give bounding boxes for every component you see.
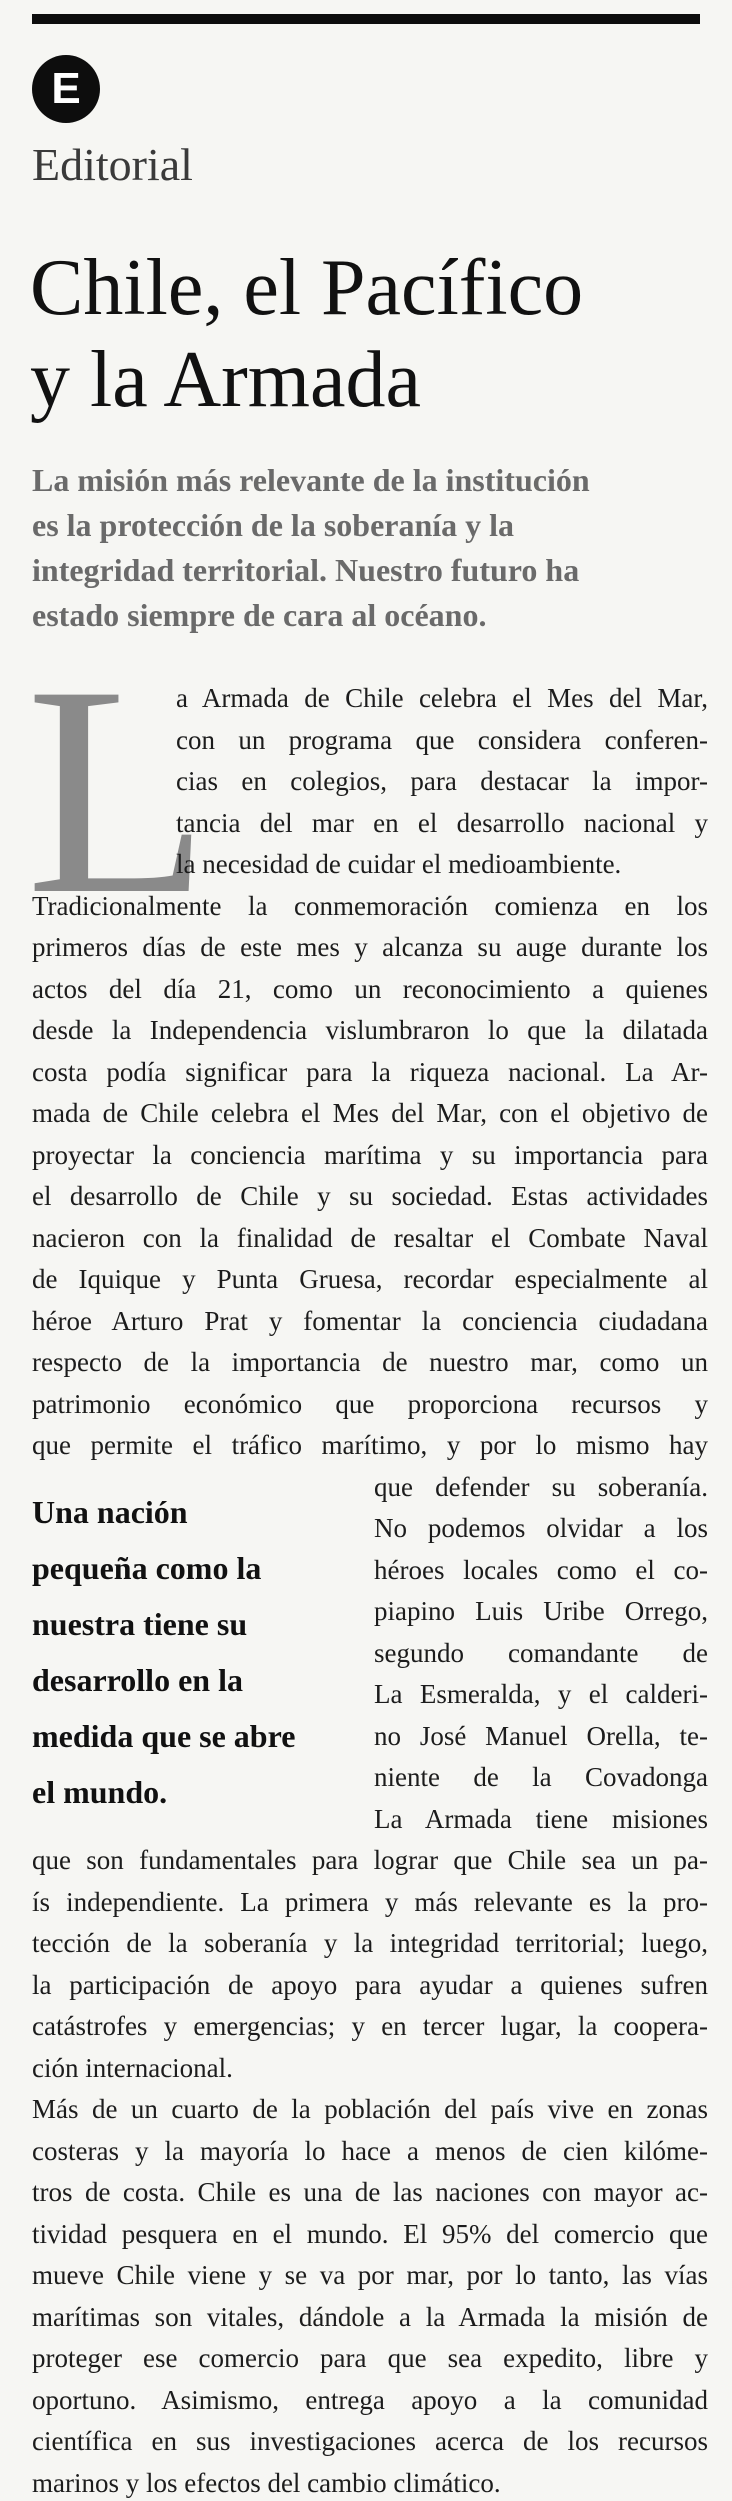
- body-line: mueve Chile viene y se va por mar, por lo tanto, las vías: [32, 2260, 708, 2290]
- body-line: catástrofes y emergencias; y en tercer lugar, la coopera-: [32, 2011, 708, 2041]
- drop-cap: L: [26, 624, 210, 956]
- body-line: proyectar la conciencia marítima y su importancia para: [32, 1139, 708, 1170]
- title-line: y la Armada: [30, 336, 421, 424]
- body-line: piapino Luis Uribe Orrego,: [374, 1596, 708, 1626]
- pull-quote-line: pequeña como la: [32, 1550, 262, 1586]
- pull-quote-line: Una nación: [32, 1494, 188, 1530]
- section-label: Editorial: [32, 139, 193, 190]
- badge-letter: E: [51, 64, 81, 113]
- body-line: que permite el tráfico marítimo, y por lo mismo hay: [32, 1430, 708, 1460]
- body-line: proteger ese comercio para que sea expedito, libre y: [32, 2343, 708, 2373]
- body-line: patrimonio económico que proporciona recursos y: [32, 1388, 708, 1419]
- body-line: ción internacional.: [32, 2052, 233, 2083]
- body-line: No podemos olvidar a los: [374, 1513, 708, 1543]
- body-line: que son fundamentales para lograr que Chile sea un pa-: [32, 1845, 708, 1875]
- section-badge: [32, 55, 100, 123]
- body-line: científica en sus investigaciones acerca de los recursos: [32, 2426, 708, 2456]
- body-line: tección de la soberanía y la integridad territorial; luego,: [32, 1928, 708, 1958]
- body-line: que defender su soberanía.: [374, 1471, 708, 1502]
- body-line: actos del día 21, como un reconocimiento a quienes: [32, 973, 708, 1004]
- body-line: oportuno. Asimismo, entrega apoyo a la comunidad: [32, 2384, 708, 2415]
- pull-quote: [32, 1484, 362, 1820]
- top-rule: [32, 14, 700, 24]
- body-line: ís independiente. La primera y más relevante es la pro-: [32, 1886, 708, 1917]
- body-line: Tradicionalmente la conmemoración comienza en los: [32, 890, 708, 921]
- body-line: la necesidad de cuidar el medioambiente.: [176, 849, 622, 879]
- body-line: héroes locales como el co-: [374, 1554, 708, 1585]
- body-line: La Esmeralda, y el calderi-: [374, 1679, 708, 1709]
- body-line: mada de Chile celebra el Mes del Mar, con el objetivo de: [32, 1098, 708, 1128]
- pull-quote-line: nuestra tiene su: [32, 1606, 248, 1642]
- deck-line: es la protección de la soberanía y la: [32, 507, 515, 543]
- body-line: tros de costa. Chile es una de las naciones con mayor ac-: [32, 2177, 708, 2207]
- title-line: Chile, el Pacífico: [30, 244, 584, 332]
- pull-quote-line: desarrollo en la: [32, 1662, 243, 1698]
- body-line: respecto de la importancia de nuestro mar, como un: [32, 1347, 708, 1377]
- deck-line: integridad territorial. Nuestro futuro ha: [32, 552, 580, 588]
- body-line: marítimas son vitales, dándole a la Armada la misión de: [32, 2301, 708, 2332]
- body-line: héroe Arturo Prat y fomentar la conciencia ciudadana: [32, 1305, 708, 1336]
- body-line: de Iquique y Punta Gruesa, recordar especialmente al: [32, 1264, 708, 1294]
- deck-line: estado siempre de cara al océano.: [32, 597, 487, 633]
- body-line: segundo comandante de: [374, 1637, 708, 1668]
- article-title: [30, 242, 710, 426]
- body-line: la participación de apoyo para ayudar a quienes sufren: [32, 1969, 708, 2000]
- body-line: cias en colegios, para destacar la impor-: [176, 766, 708, 796]
- body-line: costa podía significar para la riqueza nacional. La Ar-: [32, 1056, 708, 1087]
- body-line: con un programa que considera conferen-: [176, 724, 708, 755]
- body-line: desde la Independencia vislumbraron lo que la dilatada: [32, 1015, 708, 1045]
- body-line: a Armada de Chile celebra el Mes del Mar,: [176, 683, 708, 713]
- body-line: niente de la Covadonga: [374, 1762, 708, 1792]
- body-line: tividad pesquera en el mundo. El 95% del comercio que: [32, 2218, 708, 2249]
- article-deck: [32, 458, 712, 638]
- body-line: no José Manuel Orella, te-: [374, 1720, 708, 1751]
- body-line: Más de un cuarto de la población del país vive en zonas: [32, 2094, 708, 2124]
- body-line: costeras y la mayoría lo hace a menos de cien kilóme-: [32, 2135, 708, 2166]
- body-line: nacieron con la finalidad de resaltar el Combate Naval: [32, 1222, 708, 1253]
- body-line: el desarrollo de Chile y su sociedad. Estas actividades: [32, 1181, 708, 1211]
- body-line: La Armada tiene misiones: [374, 1803, 708, 1834]
- deck-line: La misión más relevante de la institución: [32, 462, 590, 498]
- body-line: marinos y los efectos del cambio climático.: [32, 2467, 501, 2498]
- pull-quote-line: el mundo.: [32, 1774, 168, 1810]
- body-line: tancia del mar en el desarrollo nacional y: [176, 807, 708, 838]
- body-line: primeros días de este mes y alcanza su auge durante los: [32, 932, 708, 962]
- pull-quote-line: medida que se abre: [32, 1718, 296, 1754]
